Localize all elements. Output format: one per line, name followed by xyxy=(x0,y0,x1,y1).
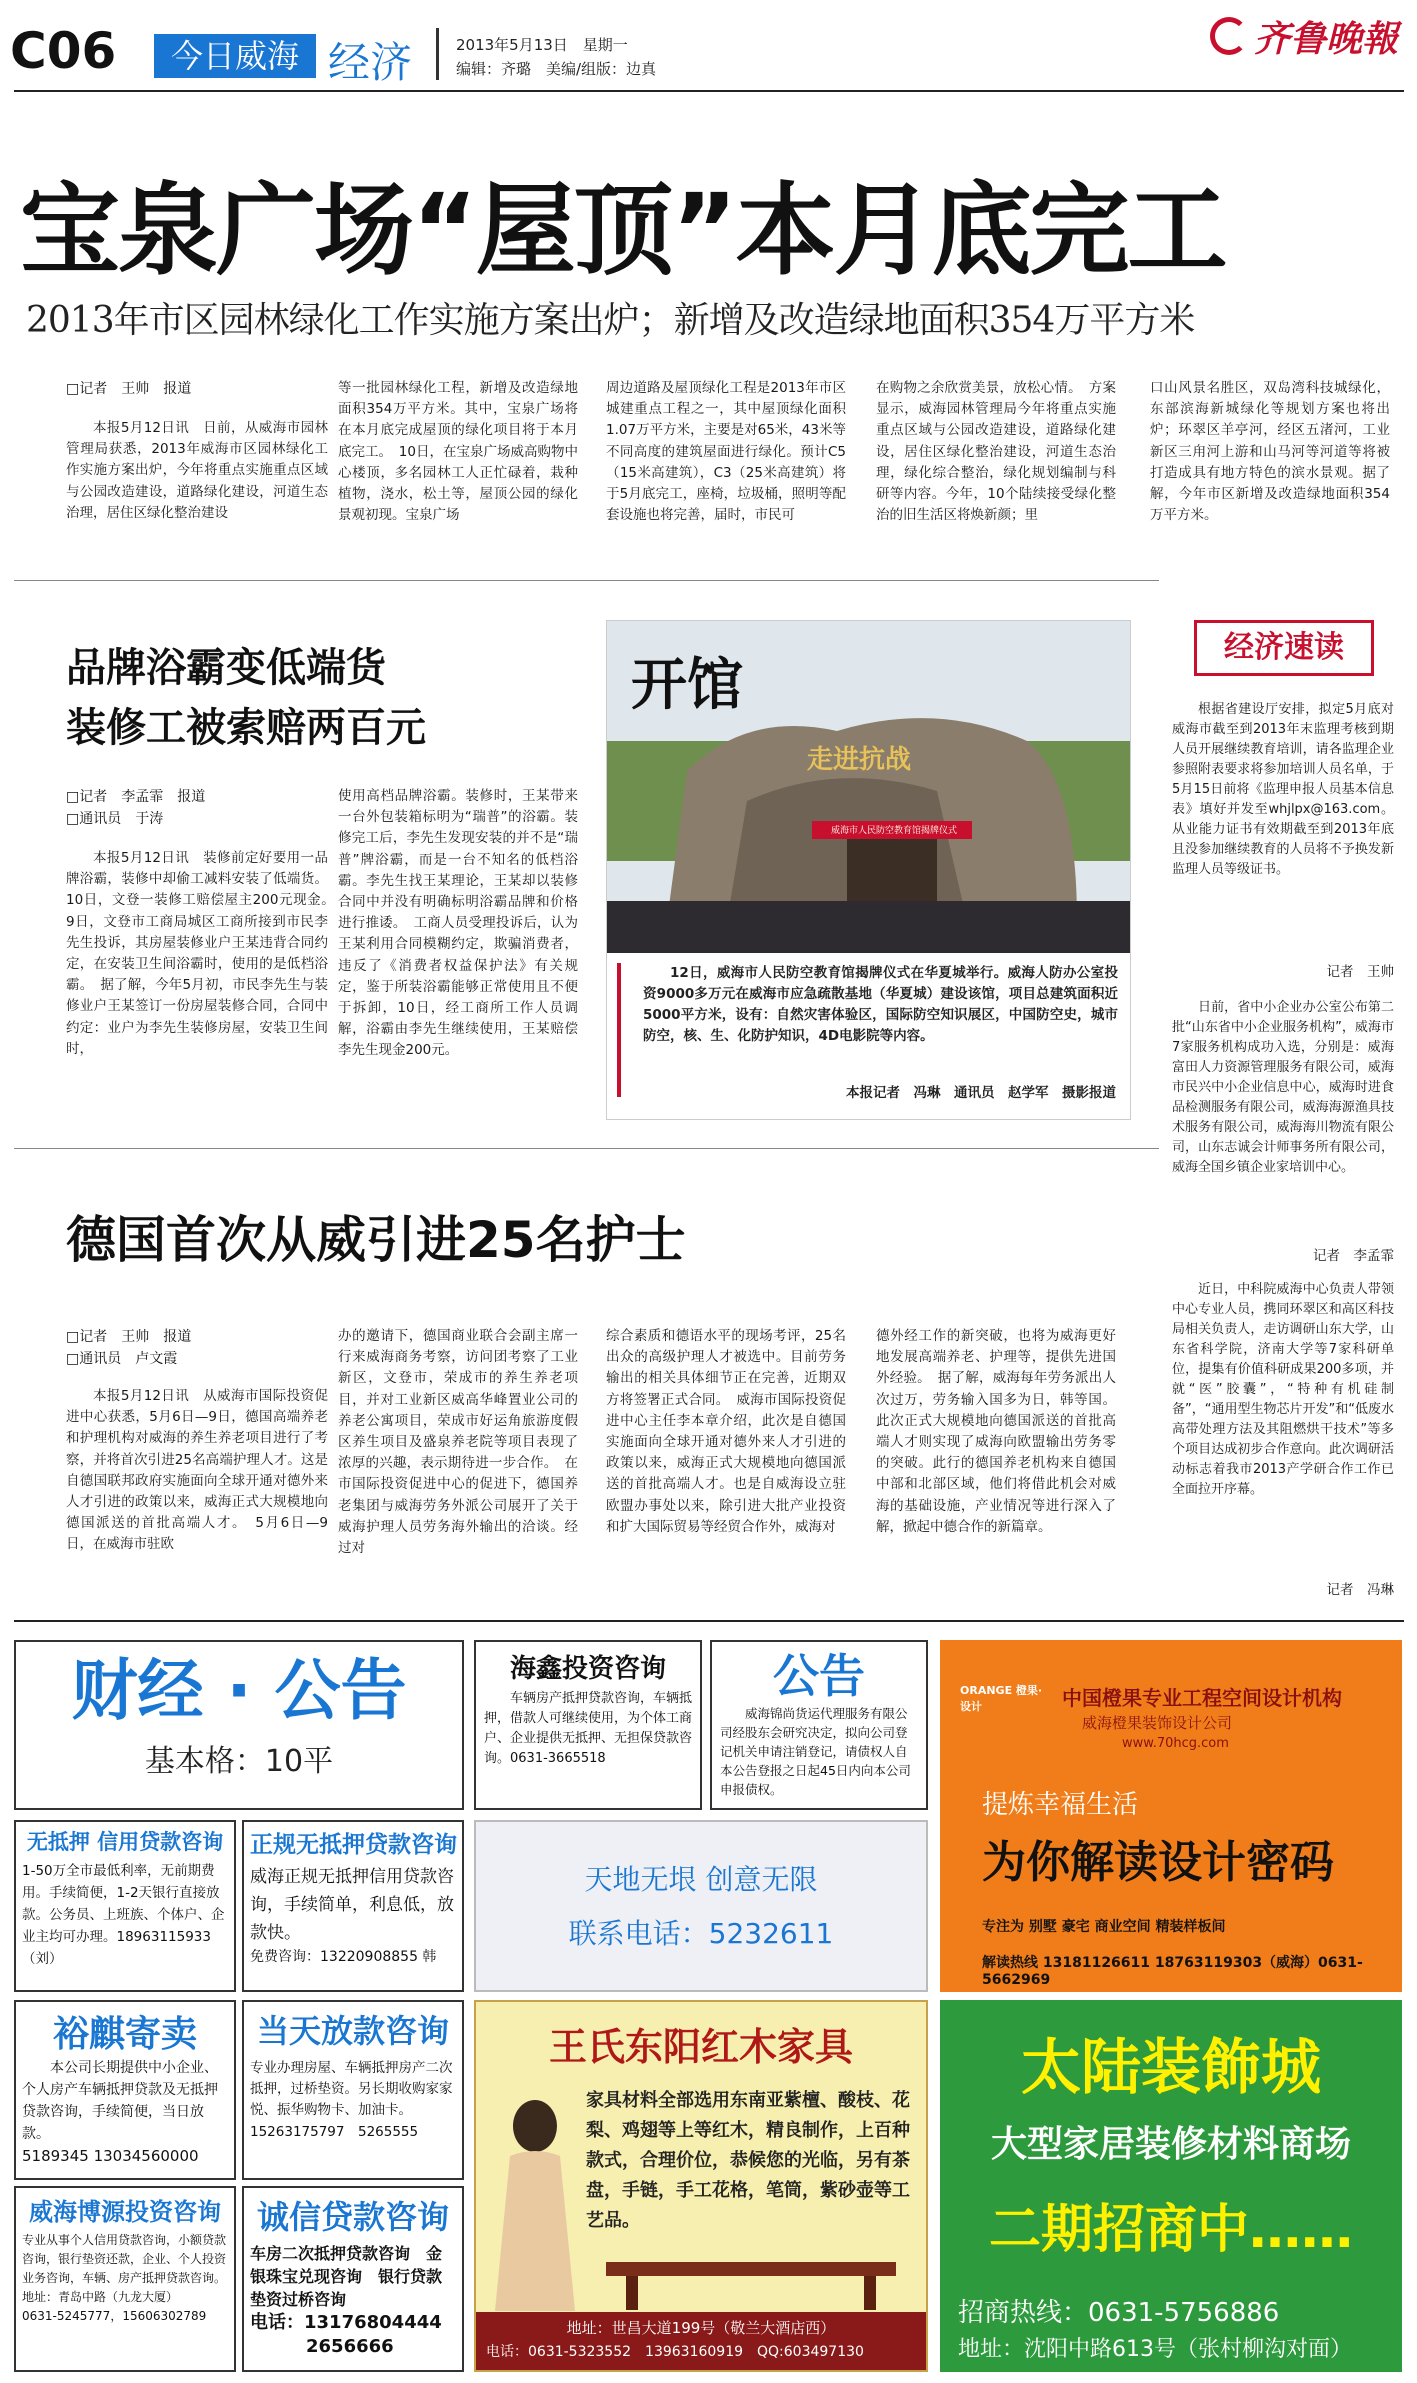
page-code: C06 xyxy=(10,22,117,80)
photo-banner-text: 威海市人民防空教育馆揭牌仪式 xyxy=(830,826,957,836)
ad-gonggao xyxy=(710,1640,928,1810)
lead-col-5: 口山风景名胜区，双岛湾科技城绿化，东部滨海新城绿化等规划方案也将出炉；环翠区羊亭河，经区五渚河，工业新区三甪河上游和山马河等河道等将被打造成具有地方特色的滨水景观。据了解，今年市区新增及改造绿地面积354万平方米。 xyxy=(1150,380,1390,524)
photo-caption-bar xyxy=(617,963,621,1097)
ad-wudi xyxy=(14,1820,236,1992)
ad-chengxin xyxy=(242,2186,464,2372)
ad-tailu-sub: 大型家居装修材料商场 xyxy=(990,2124,1351,2165)
story2-col-2: 使用高档品牌浴霸。装修时，王某带来一台外包装箱标明为“瑞普”的浴霸。装修完工后，李先生发现安装的并不是“瑞普”牌浴霸，而是一台不知名的低档浴霸。李先生找王某理论，王某却以装修合同中并没有明确标明浴霸品牌和价格进行推诿。 工商人员受理投诉后，认为王某利用合同模糊约定，欺骗消费者，违反了《消费者权益保护法》有关规定，鉴于所装浴霸能够正常使用且不便于拆卸，10日，经工商所工作人员调解，浴霸由李先生继续使用，王某赔偿李先生现金200元。 xyxy=(338,788,578,1059)
ad-caijing-subtitle: 基本格：10平 xyxy=(144,1744,334,1779)
ad-boyuan-body: 专业从事个人信用贷款咨询，小额贷款咨询，银行垫资还款，企业、个人投资业务咨询，车辆、房产抵押贷款咨询。 xyxy=(22,2233,227,2285)
ad-haixin-body: 车辆房产抵押贷款咨询，车辆抵押，借款人可继续使用，为个体工商户、企业提供无抵押、无担保贷款咨询。0631-3665518 xyxy=(484,1691,693,1766)
story2-col-1: 本报5月12日讯 装修前定好要用一品牌浴霸，装修中却偷工减料安装了低端货。10日，文登一装修工赔偿屋主200元现金。 9日，文登市工商局城区工商所接到市民李先生投诉，其房屋装修业户王某违背合同约定，在安装卫生间浴霸时，使用的是低档浴霸。 据了解，今年5月初，市民李先生与装修业户王某签订一份房屋装修合同，合同中约定：业户为李先生装修房屋，安装卫生间时， xyxy=(66,850,342,1057)
ad-zhenggui-title: 正规无抵押贷款咨询 xyxy=(250,1832,457,1858)
logo-text: 齐鲁晚報 xyxy=(1254,17,1399,60)
ad-orange xyxy=(940,1640,1402,1992)
ad-orange-url: www.70hcg.com xyxy=(1122,1736,1229,1751)
ad-orange-name: 中国橙果专业工程空间设计机构 xyxy=(1062,1686,1342,1710)
ad-zhenggui-body: 威海正规无抵押信用贷款咨询，手续简单，利息低，放款快。 xyxy=(250,1867,454,1943)
photo-gate xyxy=(847,831,937,901)
ad-dangtian-title: 当天放款咨询 xyxy=(256,2012,449,2050)
ad-orange-logo: ORANGE 橙果·设计 xyxy=(960,1684,1043,1713)
ad-wangshi-lady-illustration xyxy=(480,2086,590,2316)
lead-col-2: 等一批园林绿化工程，新增及改造绿地面积354万平方米。其中，宝泉广场将在本月底完成屋顶的绿化项目将于本月底完工。 10日，在宝泉广场威高购物中心楼顶，多名园林工人正忙碌着，栽种植物，浇水，松土等，屋顶公园的绿化景观初现。宝泉广场 xyxy=(338,380,578,524)
story3-col-4: 德外经工作的新突破，也将为威海更好地发展高端养老、护理等，提供先进国外经验。 据了解，威海每年劳务派出人次过万，劳务输入国多为日，韩等国。此次正式大规模地向德国派送的首批高端人才则实现了威海向欧盟输出劳务零的突破。此行的德国养老机构来自德国中部和北部区域，他们将借此机会对威海的基础设施，产业情况等进行深入了解，掀起中德合作的新篇章。 xyxy=(876,1328,1116,1535)
newspaper-logo xyxy=(1210,8,1398,64)
story2-headline-2: 装修工被索赔两百元 xyxy=(66,705,426,751)
ad-boyuan-title: 威海博源投资咨询 xyxy=(29,2198,221,2226)
ad-haixin-title: 海鑫投资咨询 xyxy=(509,1654,666,1684)
story3-col-3: 综合素质和德语水平的现场考评，25名出众的高级护理人才被选中。目前劳务输出的相关具体细节正在完善，近期双方将签署正式合同。 威海市国际投资促进中心主任李本章介绍，此次是自德国实施面向全球开通对德外来人才引进的政策以来，威海正式大规模地向德国派送的首批高端人才。也是自威海设立驻欧盟办事处以来，除引进大批产业投资和扩大国际贸易等经贸合作外，威海对 xyxy=(606,1328,846,1535)
photo-block xyxy=(606,620,1131,1120)
ad-yuqi-body: 本公司长期提供中小企业、个人房产车辆抵押贷款及无抵押贷款咨询，手续简便，当日放款。 xyxy=(22,2060,218,2142)
ad-gonggao-title: 公告 xyxy=(773,1649,865,1703)
ad-wangshi-phone: 电话：0631-5323552 13963160919 QQ:603497130 xyxy=(486,2344,864,2360)
ad-gonggao-body: 威海锦尚货运代理服务有限公司经股东会研究决定，拟向公司登记机关申请注销登记，请债权人自本公告登报之日起45日内向本公司申报债权。 xyxy=(720,1706,911,1797)
sidebar-item-3: 近日，中科院威海中心负责人带领中心专业人员，携同环翠区和高区科技局相关负责人，走访调研山东大学，山东省科学院，济南大学等7家科研单位，提集有价值科研成果200多项，并就“医”胶囊”，“特种有机硅制备”，“通用型生物芯片开发”和“低废水高带处理方法及其阻燃烘干技术”等多个项目达成初步合作意向。此次调研活动标志着我市2013产学研合作工作已全面拉开序幕。 xyxy=(1172,1282,1394,1497)
ad-tailu-address: 地址：沈阳中路613号（张村柳沟对面） xyxy=(958,2337,1352,2362)
ad-wudi-title: 无抵押 信用贷款咨询 xyxy=(26,1830,224,1854)
ad-chengxin-body: 车房二次抵押贷款咨询 金银珠宝兑现咨询 银行贷款垫资过桥咨询 xyxy=(250,2244,443,2309)
ad-tiandi-line1: 天地无垠 创意无限 xyxy=(584,1863,818,1896)
page-header xyxy=(0,0,1417,92)
sidebar-item-2: 日前，省中小企业办公室公布第二批“山东省中小企业服务机构”，威海市7家服务机构成功入选，分别是：威海富田人力资源管理服务有限公司，威海市民兴中小企业信息中心，威海时进食品检测服务有限公司，威海海源渔具技术服务有限公司，威海海川物流有限公司，山东志诚会计师事务所有限公司，威海全国乡镇企业家培训中心。 xyxy=(1172,1000,1394,1175)
lead-rule xyxy=(14,580,1159,581)
ad-caijing-banner xyxy=(14,1640,464,1810)
ad-dangtian xyxy=(242,2000,464,2180)
ad-chengxin-title: 诚信贷款咨询 xyxy=(256,2198,449,2236)
ad-boyuan-address: 地址：青岛中路（九龙大厦） xyxy=(22,2290,179,2304)
photo-crowd xyxy=(607,901,1130,953)
sidebar xyxy=(1166,620,1402,1610)
category-label: 经济 xyxy=(328,38,413,87)
photo-credit: 本报记者 冯琳 通讯员 赵学军 摄影报道 xyxy=(846,1085,1116,1101)
logo-swirl-icon xyxy=(1210,17,1248,55)
section-tab: 今日威海 xyxy=(154,34,316,78)
sidebar-author-3: 记者 冯琳 xyxy=(1326,1582,1394,1598)
story3-col-2: 办的邀请下，德国商业联合会副主席一行来威海商务考察，访问团考察了工业新区，文登市，荣成市的养生养老项目，并对工业新区威高华峰置业公司的养老公寓项目，荣成市好运角旅游度假区养生项目及盛泉养老院等项目表现了浓厚的兴趣，表示期待进一步合作。 在市国际投资促进中心的促进下，德国养老集团与威海劳务外派公司展开了关于威海护理人员劳务海外输出的洽谈。经过对 xyxy=(338,1328,578,1557)
story2-byline-2: □通讯员 于涛 xyxy=(66,811,164,827)
ad-tailu xyxy=(940,2000,1402,2372)
header-divider xyxy=(436,28,439,80)
ad-yuqi-title: 裕麒寄卖 xyxy=(52,2014,197,2055)
ad-tailu-recruit: 二期招商中…… xyxy=(988,2200,1353,2260)
ad-orange-headline: 为你解读设计密码 xyxy=(982,1837,1334,1888)
ad-chengxin-phone-row xyxy=(250,2311,456,2335)
ad-tiandi xyxy=(474,1820,928,1992)
photo-label: 开馆 xyxy=(631,653,743,718)
photo-stone-text: 走进抗战 xyxy=(807,745,912,775)
issue-date: 2013年5月13日 星期一 xyxy=(456,36,628,54)
ad-yuqi xyxy=(14,2000,236,2180)
lead-subhead: 2013年市区园林绿化工作实施方案出炉；新增及改造绿地面积354万平方米 xyxy=(26,300,1195,341)
ad-zhenggui xyxy=(242,1820,464,1992)
story2-headline-1: 品牌浴霸变低端货 xyxy=(66,645,386,691)
ad-wangshi xyxy=(474,2000,928,2372)
header-rule xyxy=(14,90,1404,92)
ad-wudi-body: 1-50万全市最低利率，无前期费用。手续简便，1-2天银行直接放款。公务员、上班族、个体户、企业主均可办理。18963115933（刘） xyxy=(22,1863,225,1967)
ad-dangtian-body: 专业办理房屋、车辆抵押房产二次抵押，过桥垫资。另长期收购家家悦、振华购物卡、加油卡。 xyxy=(250,2060,453,2118)
ad-boyuan-phone: 0631-5245777，15606302789 xyxy=(22,2309,207,2323)
story3-headline: 德国首次从威引进25名护士 xyxy=(66,1211,686,1269)
story3-byline-1: □记者 王帅 报道 xyxy=(66,1329,192,1345)
page-bottom-rule xyxy=(14,1620,1404,1622)
ad-wangshi-furniture-illustration xyxy=(586,2252,916,2312)
ad-tailu-hotline: 招商热线：0631-5756886 xyxy=(958,2298,1280,2328)
ad-wangshi-address: 地址：世昌大道199号（敬兰大酒店西） xyxy=(566,2319,836,2337)
lead-col-1: 本报5月12日讯 日前，从威海市园林管理局获悉，2013年威海市区园林绿化工作实施方案出炉，今年将重点实施重点区域与公园改造建设，道路绿化建设，河道生态治理，居住区绿化整治建设 xyxy=(66,420,328,521)
sidebar-item-1: 根据省建设厅安排，拟定5月底对威海市截至到2013年末监理考核到期人员开展继续教育培训，请各监理企业参照附表要求将参加培训人员名单，于5月15日前将《监理申报人员基本信息表》填好并发至whjlpx@163.com。从业能力证书有效期截至到2013年底且没参加继续教育的人员将不予换发新监理人员等级证书。 xyxy=(1172,702,1394,877)
ad-boyuan xyxy=(14,2186,236,2372)
ad-caijing-title: 财经 · 公告 xyxy=(71,1652,407,1729)
ad-tiandi-line2: 联系电话：5232611 xyxy=(568,1917,834,1950)
ad-orange-services: 专注为 别墅 豪宅 商业空间 精装样板间 xyxy=(982,1919,1226,1935)
ad-chengxin-phone2: 2656666 xyxy=(306,2336,394,2357)
sidebar-author-2: 记者 李孟霏 xyxy=(1313,1248,1394,1264)
ad-orange-hotline: 解读热线 13181126611 18763119303（威海）0631-5662969 xyxy=(982,1955,1363,1988)
ad-tailu-title: 太陆装飾城 xyxy=(1021,2033,1321,2103)
ad-wangshi-title: 王氏东阳红木家具 xyxy=(548,2025,853,2069)
story3-byline-2: □通讯员 卢文霞 xyxy=(66,1351,178,1367)
ad-haixin xyxy=(474,1640,702,1810)
photo-caption: 12日，威海市人民防空教育馆揭牌仪式在华夏城举行。威海人防办公室投资9000多万元在威海市应急疏散基地（华夏城）建设该馆，项目总建筑面积近5000平方米，设有：自然灾害体验区，国际防空知识展区，中国防空史，城市防空，核、生、化防护知识，4D电影院等内容。 xyxy=(643,965,1118,1044)
story3-col-1: 本报5月12日讯 从威海市国际投资促进中心获悉，5月6日—9日，德国高端养老和护理机构对威海的养生养老项目进行了考察，并将首次引进25名高端护理人才。这是自德国联邦政府实施面向全球开通对德外来人才引进的政策以来，威海正式大规模地向德国派送的首批高端人才。 5月6日—9日，在威海市驻欧 xyxy=(66,1388,328,1553)
ad-orange-sub: 威海橙果装饰设计公司 xyxy=(1082,1714,1233,1732)
ad-wangshi-body: 家具材料全部选用东南亚紫檀、酸枝、花梨、鸡翅等上等红木，精良制作，上百种款式，合理价位，恭候您的光临，另有茶盘，手链，手工花格，笔筒，紫砂壶等工艺品。 xyxy=(586,2090,910,2231)
story3-rule xyxy=(14,1148,1159,1149)
ad-dangtian-phone: 15263175797 5265555 xyxy=(250,2124,419,2140)
lead-col-3: 周边道路及屋顶绿化工程是2013年市区城建重点工程之一，其中屋顶绿化面积1.07万平方米，主要是对65米，43米等不同高度的建筑屋面进行绿化。预计C5（15米高建筑），C3（25米高建筑）将于5月底完工，座椅，垃圾桶，照明等配套设施也将完善，届时，市民可 xyxy=(606,380,846,524)
lead-byline: □记者 王帅 报道 xyxy=(66,381,192,397)
sidebar-title: 经济速读 xyxy=(1194,620,1374,676)
ad-chengxin-phone1: 13176804444 xyxy=(304,2312,442,2333)
ad-wangshi-footer xyxy=(476,2312,926,2370)
lead-col-4: 在购物之余欣赏美景，放松心情。 方案显示，威海园林管理局今年将重点实施重点区域与公园改造建设，道路绿化建设，居住区绿化整治建设，河道生态治理，绿化综合整治，绿化规划编制与科研等内容。今年，10个陆续接受绿化整治的旧生活区将焕新颜；里 xyxy=(876,380,1116,524)
editors: 编辑：齐璐 美编/组版：边真 xyxy=(456,60,657,78)
ad-chengxin-phone-label: 电话： xyxy=(250,2312,304,2333)
ad-orange-slogan: 提炼幸福生活 xyxy=(982,1790,1139,1820)
lead-headline: 宝泉广场“屋顶”本月底完工 xyxy=(20,172,1226,289)
ad-yuqi-phone: 5189345 13034560000 xyxy=(22,2147,199,2165)
ad-zhenggui-phone: 免费咨询：13220908855 韩 xyxy=(250,1949,437,1965)
story2-byline-1: □记者 李孟霏 报道 xyxy=(66,789,206,805)
sidebar-author-1: 记者 王帅 xyxy=(1326,964,1394,980)
